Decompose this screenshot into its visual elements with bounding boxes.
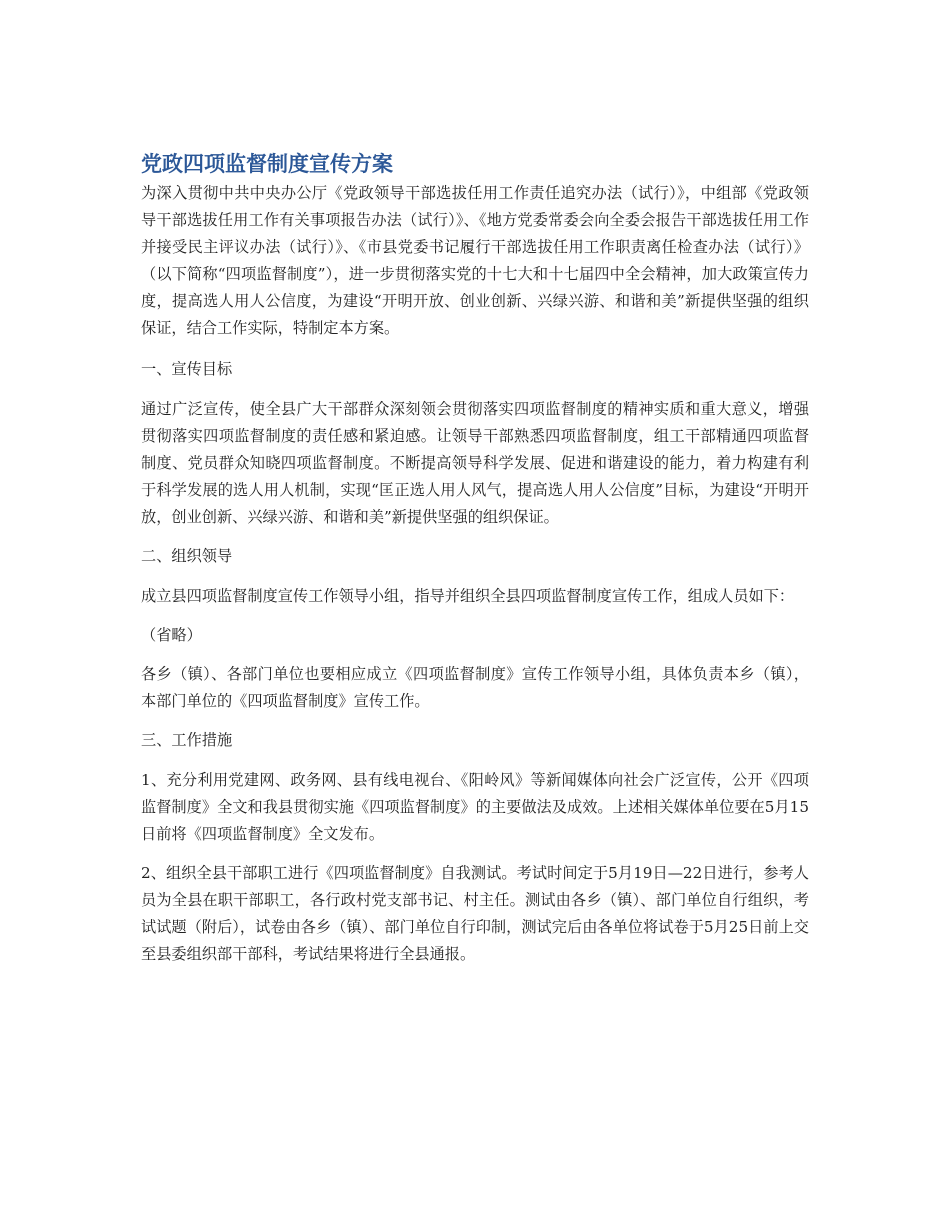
section-body-goals: 通过广泛宣传，使全县广大干部群众深刻领会贯彻落实四项监督制度的精神实质和重大意义，增强贯彻落实四项监督制度的责任感和紧迫感。让领导干部熟悉四项监督制度，组工干部精通四项监督制度、党员群众知晓四项监督制度。不断提高领导科学发展、促进和谐建设的能力，着力构建有利于科学发展的选人用人机制，实现“匡正选人用人风气，提高选人用人公信度”目标，为建设“开明开放，创业创新、兴绿兴游、和谐和美”新提供坚强的组织保证。 [141, 400, 809, 526]
intro-paragraph: 为深入贯彻中共中央办公厅《党政领导干部选拔任用工作责任追究办法（试行）》，中组部《党政领导干部选拔任用工作有关事项报告办法（试行）》、《地方党委常委会向全委会报告干部选拔任用工作并接受民主评议办法（试行）》、《市县党委书记履行干部选拔任用工作职责离任检查办法（试行）》（以下简称“四项监督制度”），进一步贯彻落实党的十七大和十七届四中全会精神，加大政策宣传力度，提高选人用人公信度，为建设“开明开放、创业创新、兴绿兴游、和谐和美”新提供坚强的组织保证，结合工作实际，特制定本方案。 [141, 184, 809, 337]
section-heading-measures: 三、工作措施 [141, 731, 233, 749]
section-heading-goals: 一、宣传目标 [141, 360, 233, 378]
section-heading-leadership: 二、组织领导 [141, 547, 233, 565]
measure-item-2: 2、组织全县干部职工进行《四项监督制度》自我测试。考试时间定于5月19日—22日进行，参考人员为全县在职干部职工，各行政村党支部书记、村主任。测试由各乡（镇）、部门单位自行组织，考试试题（附后），试卷由各乡（镇）、部门单位自行印制，测试完后由各单位将试卷于5月25日前上交至县委组织部干部科，考试结果将进行全县通报。 [141, 864, 809, 963]
omitted-note: （省略） [141, 626, 202, 644]
section-body-leadership: 成立县四项监督制度宣传工作领导小组，指导并组织全县四项监督制度宣传工作，组成人员如下： [141, 587, 795, 605]
document-title: 党政四项监督制度宣传方案 [141, 152, 393, 176]
measure-item-1: 1、充分利用党建网、政务网、县有线电视台、《阳岭风》等新闻媒体向社会广泛宣传，公开《四项监督制度》全文和我县贯彻实施《四项监督制度》的主要做法及成效。上述相关媒体单位要在5月15日前将《四项监督制度》全文发布。 [141, 771, 809, 843]
document-page [141, 150, 809, 980]
section-body-leadership-2: 各乡（镇）、各部门单位也要相应成立《四项监督制度》宣传工作领导小组，具体负责本乡（镇），本部门单位的《四项监督制度》宣传工作。 [141, 665, 809, 710]
